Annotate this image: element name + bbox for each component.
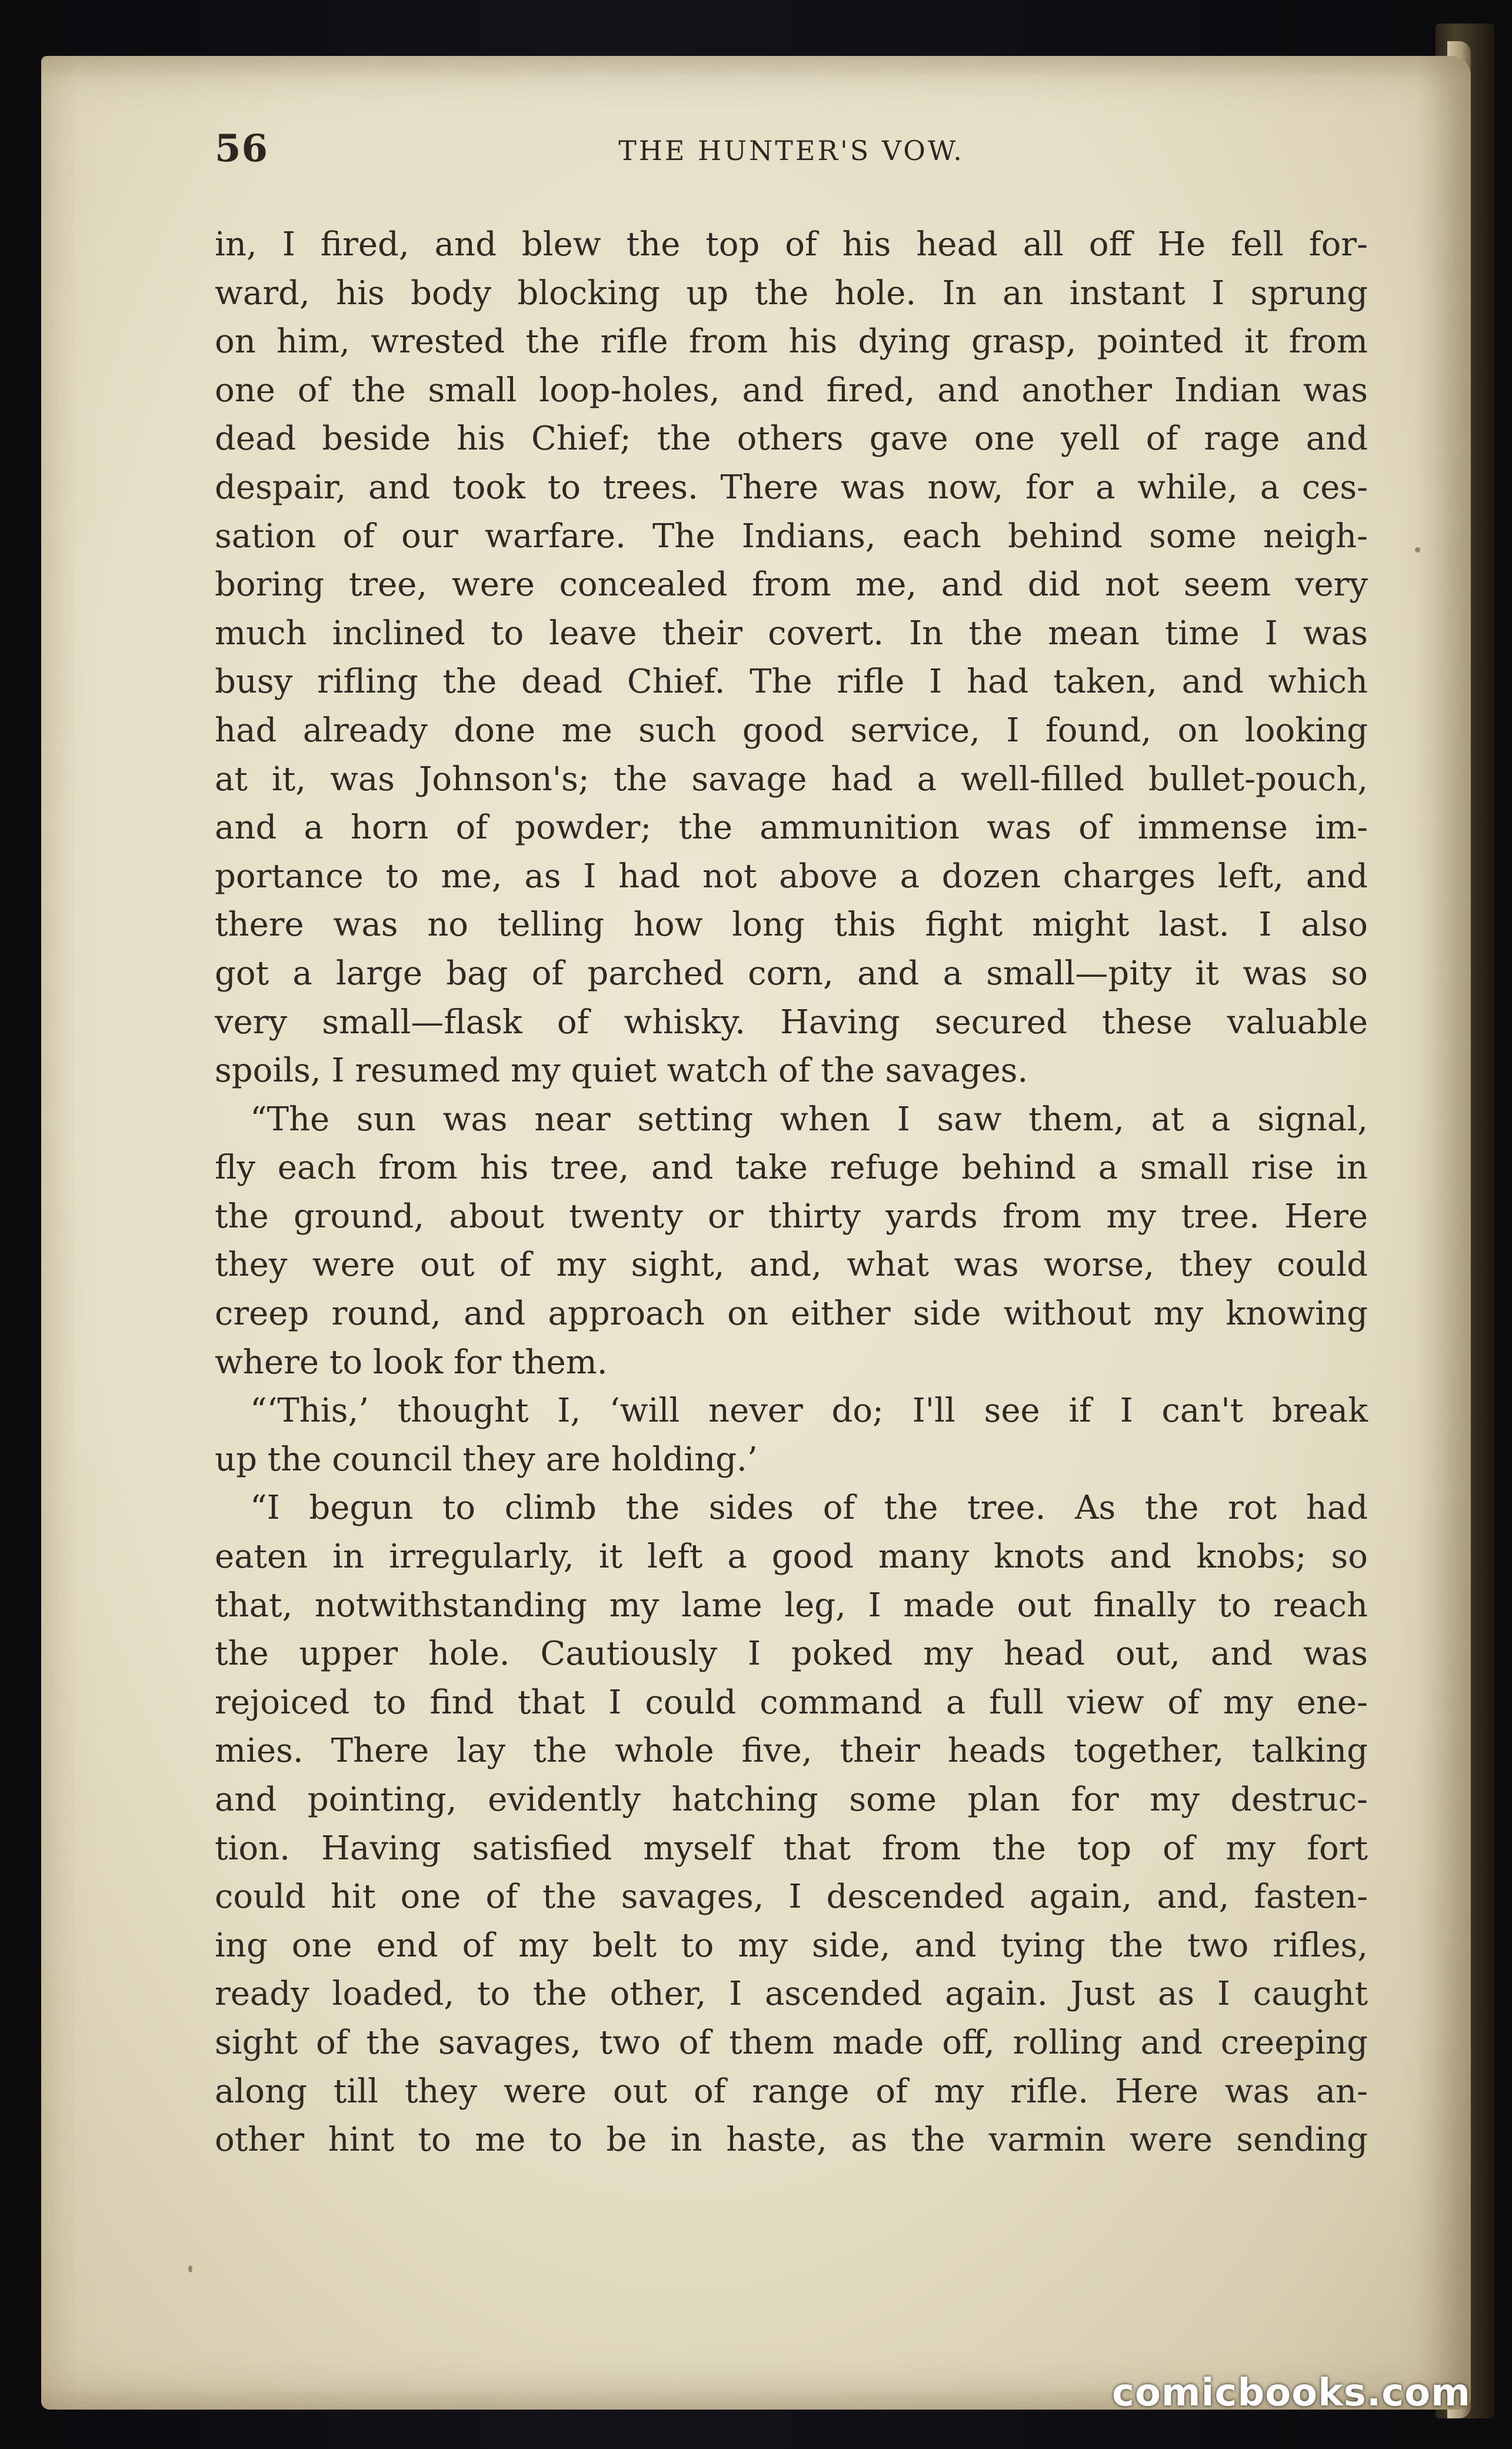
text-line: ward, his body blocking up the hole. In an instant I sprung bbox=[215, 274, 1368, 312]
text-line: and a horn of powder; the ammunition was of immense im- bbox=[215, 808, 1368, 847]
text-line: they were out of my sight, and, what was worse, they could bbox=[215, 1246, 1368, 1285]
text-line: fly each from his tree, and take refuge behind a small rise in bbox=[215, 1149, 1368, 1187]
text-line: despair, and took to trees. There was now, for a while, a ces- bbox=[215, 468, 1368, 507]
text-line: ready loaded, to the other, I ascended again. Just as I caught bbox=[215, 1975, 1368, 2014]
text-line: busy rifling the dead Chief. The rifle I had taken, and which bbox=[215, 663, 1368, 701]
text-line: spoils, I resumed my quiet watch of the savages. bbox=[215, 1052, 1028, 1090]
text-line: had already done me such good service, I found, on looking bbox=[215, 711, 1368, 750]
watermark: comicbooks.com bbox=[1112, 2371, 1471, 2415]
text-line: “I begun to climb the sides of the tree. As the rot had bbox=[250, 1489, 1368, 1528]
text-line: mies. There lay the whole five, their heads together, talking bbox=[215, 1732, 1368, 1771]
text-line: the ground, about twenty or thirty yards from my tree. Here bbox=[215, 1197, 1368, 1236]
text-line: sight of the savages, two of them made off, rolling and creeping bbox=[215, 2023, 1368, 2062]
text-line: “‘This,’ thought I, ‘will never do; I'll see if I can't break bbox=[250, 1392, 1368, 1430]
text-line: “The sun was near setting when I saw them, at a signal, bbox=[250, 1100, 1368, 1139]
running-title: THE HUNTER'S VOW. bbox=[618, 135, 964, 167]
text-line: in, I fired, and blew the top of his head all off He fell for- bbox=[215, 225, 1368, 264]
text-line: rejoiced to find that I could command a full view of my ene- bbox=[215, 1683, 1368, 1722]
paper-speck bbox=[188, 2265, 192, 2272]
text-line: creep round, and approach on either side without my knowing bbox=[215, 1295, 1368, 1333]
text-line: up the council they are holding.’ bbox=[215, 1440, 758, 1479]
text-line: boring tree, were concealed from me, and did not seem very bbox=[215, 565, 1368, 604]
text-line: the upper hole. Cautiously I poked my head out, and was bbox=[215, 1635, 1368, 1673]
text-line: one of the small loop-holes, and fired, and another Indian was bbox=[215, 371, 1368, 410]
text-line: where to look for them. bbox=[215, 1343, 608, 1382]
text-line: there was no telling how long this fight might last. I also bbox=[215, 906, 1368, 944]
text-line: that, notwithstanding my lame leg, I made out finally to reach bbox=[215, 1586, 1368, 1625]
text-line: at it, was Johnson's; the savage had a well-filled bullet-pouch, bbox=[215, 760, 1368, 798]
text-line: along till they were out of range of my rifle. Here was an- bbox=[215, 2072, 1368, 2111]
text-line: tion. Having satisfied myself that from the top of my fort bbox=[215, 1829, 1368, 1868]
text-line: could hit one of the savages, I descended again, and, fasten- bbox=[215, 1878, 1368, 1916]
text-line: and pointing, evidently hatching some plan for my destruc- bbox=[215, 1781, 1368, 1819]
text-line: sation of our warfare. The Indians, each behind some neigh- bbox=[215, 517, 1368, 555]
text-line: on him, wrested the rifle from his dying grasp, pointed it from bbox=[215, 322, 1368, 361]
text-line: ing one end of my belt to my side, and tying the two rifles, bbox=[215, 1926, 1368, 1965]
page-header bbox=[215, 127, 1368, 179]
body-text bbox=[215, 221, 1368, 2165]
text-line: dead beside his Chief; the others gave one yell of rage and bbox=[215, 420, 1368, 458]
text-line: got a large bag of parched corn, and a small—pity it was so bbox=[215, 954, 1368, 993]
page-number: 56 bbox=[215, 127, 269, 171]
text-line: other hint to me to be in haste, as the varmin were sending bbox=[215, 2121, 1368, 2159]
text-line: eaten in irregularly, it left a good many knots and knobs; so bbox=[215, 1538, 1368, 1576]
paper-speck bbox=[1415, 547, 1420, 553]
text-line: very small—flask of whisky. Having secured these valuable bbox=[215, 1003, 1368, 1042]
text-line: much inclined to leave their covert. In the mean time I was bbox=[215, 614, 1368, 653]
text-line: portance to me, as I had not above a dozen charges left, and bbox=[215, 857, 1368, 896]
